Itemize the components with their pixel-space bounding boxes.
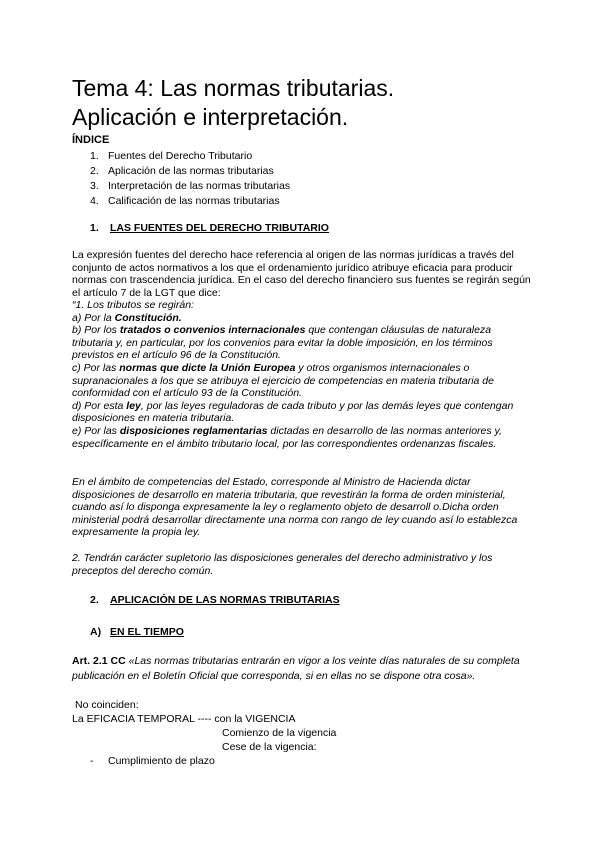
title-line-2: Aplicación e interpretación. [72, 104, 349, 130]
item-a: a) Por la Constitución. [72, 311, 182, 324]
item-b: b) Por los tratados o convenios internacionales que contengan cláusulas de naturaleza tributaria y, en particular, por los convenios para evitar la doble imposición, en los términos previstos en el artículo 96 de la Constitución. [72, 324, 493, 362]
index-item: 3. Interpretación de las normas tributarias [90, 180, 291, 192]
section-1-intro: La expresión fuentes del derecho hace referencia al origen de las normas jurídicas a través del conjunto de actos normativos a los que el ordenamiento jurídico atribuye eficacia para producir normas con trascendencia jurídica. En el caso del derecho financiero sus fuentes se regirán según el artículo 7 de la LGT que dice: [72, 249, 531, 299]
item-e: e) Por las disposiciones reglamentarias dictadas en desarrollo de las normas anteriores y, específicamente en el ámbito tributario local, por las correspondientes ordenanzas fiscales. [72, 424, 502, 450]
index-heading: ÍNDICE [72, 134, 110, 146]
page-title [72, 74, 394, 132]
index-list [90, 149, 290, 209]
article-2-1-cc: Art. 2.1 CC «Las normas tributarias entrarán en vigor a los veinte días naturales de su completa publicación en el Boletín Oficial que corresponda, si en ellas no se dispone otra cosa». [72, 655, 520, 682]
comienzo-vigencia: Comienzo de la vigencia [222, 727, 337, 739]
title-line-1: Tema 4: Las normas tributarias. [72, 75, 395, 101]
section-1-para-3: 2. Tendrán carácter supletorio las disposiciones generales del derecho administrativo y los preceptos del derecho común. [72, 552, 493, 577]
eficacia-temporal: La EFICACIA TEMPORAL ---- con la VIGENCIA [72, 713, 296, 725]
index-item: 4. Calificación de las normas tributarias [90, 195, 280, 207]
no-coinciden: No coinciden: [75, 699, 139, 711]
bullet-dash: - [90, 755, 94, 767]
item-c: c) Por las normas que dicte la Unión Europea y otros organismos internacionales o supranacionales a los que se atribuya el ejercicio de competencias en materia tributaria de conformidad con el artículo 93 de la Constitución. [72, 361, 494, 400]
bullet-plazo: Cumplimiento de plazo [108, 755, 215, 767]
section-1-heading: 1. LAS FUENTES DEL DERECHO TRIBUTARIO [90, 222, 329, 234]
section-1-para-2: En el ámbito de competencias del Estado, corresponde al Ministro de Hacienda dictar disposiciones de desarrollo en materia tributaria, que revestirán la forma de orden ministerial, cuando así lo disponga expresamente la ley o reglamento objeto de desarroll o.Dicha orden ministerial podrá desarrollar directamente una norma con rango de ley cuando así lo establezca expresamente la propia ley. [72, 476, 518, 539]
index-item: 2. Aplicación de las normas tributarias [90, 165, 274, 177]
item-d: d) Por esta ley, por las leyes reguladoras de cada tributo y por las demás leyes que contengan disposiciones en materia tributaria. [72, 399, 514, 425]
index-item: 1. Fuentes del Derecho Tributario [90, 150, 253, 162]
section-2a-heading: A) EN EL TIEMPO [90, 626, 184, 638]
section-2-heading: 2. APLICACIÓN DE LAS NORMAS TRIBUTARIAS [90, 594, 340, 606]
article-7-quote: “1. Los tributos se regirán: a) Por la Constitución. b) Por los tratados o convenios internacionales que contengan cláusulas de naturaleza tributaria y, en particular, por los convenios para evitar la doble imposición, en los términos previstos en el artículo 96 de la Constitución. c) Por las normas que dicte la Unión Europea y otros organismos internacionales o supranacionales a los que se atribuya el ejercicio de competencias en materia tributaria de conformidad con el artículo 93 de la Constitución. d) Por esta ley, por las leyes reguladoras de cada tributo y por las demás leyes que contengan disposiciones en materia tributaria. e) Por las disposiciones reglamentarias dictadas en desarrollo de las normas anteriores y, específicamente en el ámbito tributario local, por las correspondientes ordenanzas fiscales. [72, 299, 532, 450]
cese-vigencia: Cese de la vigencia: [222, 741, 317, 753]
